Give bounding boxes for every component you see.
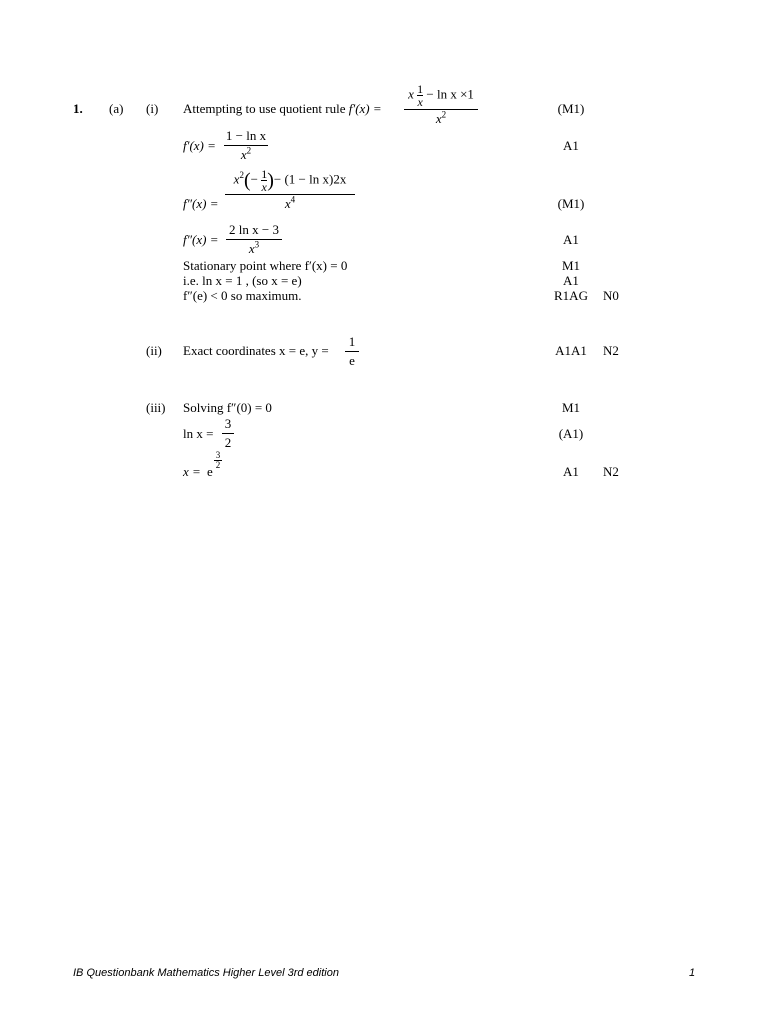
stationary-point-text: Stationary point where f′(x) = 0	[183, 258, 348, 273]
second-derivative-simplified-lhs: f″(x) =	[183, 232, 219, 247]
mark-i-2: A1	[563, 138, 579, 153]
ln-x-lhs: ln x =	[183, 426, 214, 441]
subpart-ii-label: (ii)	[146, 343, 162, 358]
mark-iii-1: M1	[561, 400, 581, 415]
maximum-text: f″(e) < 0 so maximum.	[183, 288, 302, 303]
exponent-fraction: 3 2	[215, 450, 221, 470]
mark-i-1: (M1)	[557, 101, 585, 116]
question-number: 1.	[73, 101, 83, 116]
mark-i-7: R1AG	[554, 288, 588, 303]
mark-iii-3: A1	[563, 464, 579, 479]
mark-i-4: A1	[563, 232, 579, 247]
ln-equation-text: i.e. ln x = 1 , (so x = e)	[183, 273, 302, 288]
second-derivative-lhs: f″(x) =	[183, 196, 219, 211]
mark-iii-2: (A1)	[558, 426, 584, 441]
second-derivative-simplified-fraction: 2 ln x − 3 $x^3$	[226, 222, 282, 257]
subpart-i-label: (i)	[146, 101, 159, 116]
solving-text: Solving f″(0) = 0	[183, 400, 272, 415]
footer-title: IB Questionbank Mathematics Higher Level 3rd edition	[73, 967, 339, 979]
first-derivative-fraction: 1 − ln x $x^2$	[225, 128, 267, 162]
quotient-rule-fraction: x $\frac{1}{x}$ − ln x ×1 $x^2$	[404, 83, 478, 127]
ln-x-fraction: 3 2	[222, 416, 234, 451]
page-number: 1	[689, 967, 696, 979]
second-derivative-fraction: $x^2(-$ $\frac{1}{x}$ )− (1 − ln x)2x $x^4$	[225, 168, 355, 212]
mark-i-6: A1	[563, 273, 579, 288]
note-ii: N2	[603, 343, 619, 358]
quotient-rule-text: Attempting to use quotient rule f′(x) =	[183, 101, 382, 116]
note-iii-3: N2	[603, 464, 619, 479]
mark-i-5: M1	[561, 258, 581, 273]
first-derivative-lhs: f′(x) =	[183, 138, 216, 153]
note-i-7: N0	[603, 288, 619, 303]
exact-coordinates-text: Exact coordinates x = e, y =	[183, 343, 329, 358]
part-label: (a)	[109, 101, 124, 116]
exponential-base: e	[207, 464, 213, 479]
x-value-lhs: x =	[183, 464, 201, 479]
mark-i-3: (M1)	[557, 196, 585, 211]
coordinate-y-fraction: 1 e	[345, 334, 359, 369]
mark-ii: A1A1	[555, 343, 587, 358]
subpart-iii-label: (iii)	[146, 400, 166, 415]
